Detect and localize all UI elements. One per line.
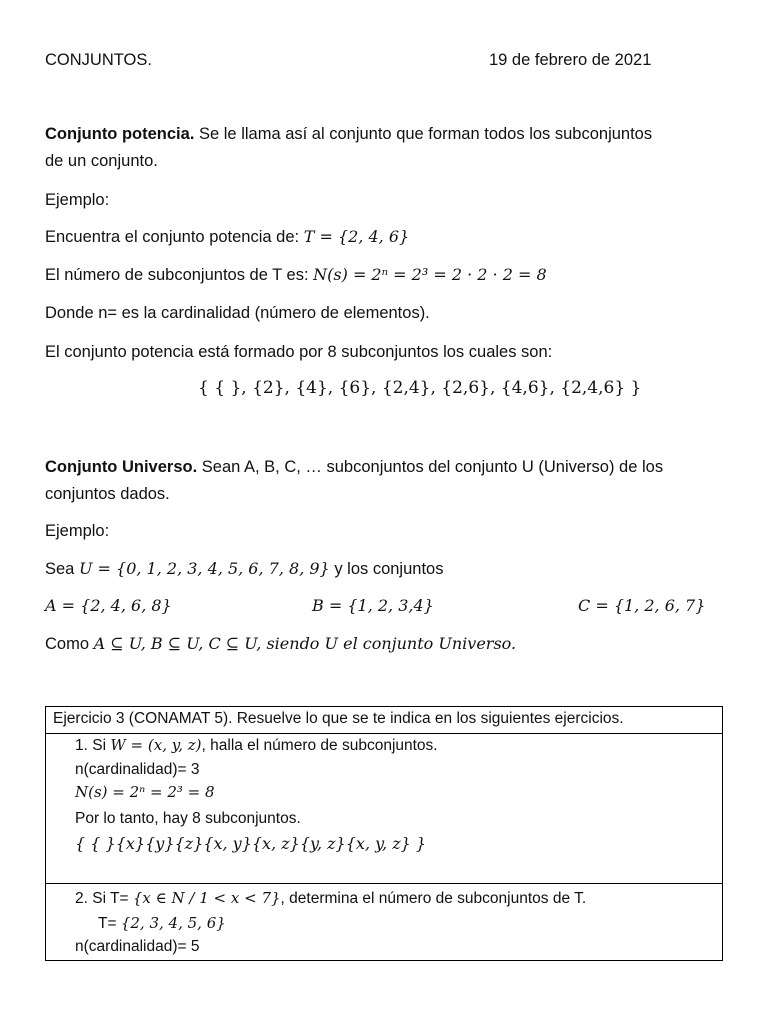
universo-como-prefix: Como [45,635,90,653]
potencia-where-line: Donde n= es la cardinalidad (número de elementos). [45,304,430,322]
potencia-formed-line: El conjunto potencia está formado por 8 subconjuntos los cuales son: [45,343,553,361]
potencia-example-label: Ejemplo: [45,191,110,209]
exercise-item1-number: 1. [75,737,88,754]
exercise-item1-formula: N(s) = 2ⁿ = 2³ = 8 [75,783,215,801]
potencia-definition-text: Se le llama así al conjunto que forman todos los subconjuntos [199,125,653,143]
universo-como-line [45,633,516,655]
potencia-count-line [45,264,547,286]
universo-example-label: Ejemplo: [45,522,110,540]
document-title: CONJUNTOS. [45,51,152,69]
power-set-listing: { { }, {2}, {4}, {6}, {2,4}, {2,6}, {4,6}, {2,4,6} } [198,378,642,398]
universo-heading: Conjunto Universo. [45,458,198,476]
exercise-item2-cardinality: n(cardinalidad)= 5 [75,938,200,955]
table-divider-item [46,883,722,884]
potencia-heading: Conjunto potencia. [45,125,195,143]
exercise-item1-subsets: { { }{x}{y}{z}{x, y}{x, z}{y, z}{x, y, z} } [75,834,427,853]
set-a: A = {2, 4, 6, 8} [45,596,172,615]
potencia-count-math: N(s) = 2ⁿ = 2³ = 2 · 2 · 2 = 8 [313,265,547,284]
potencia-find-text: Encuentra el conjunto potencia de: [45,228,300,246]
exercise-table [45,706,723,961]
universo-definition-line1 [45,456,663,478]
universo-definition-line2: conjuntos dados. [45,485,170,503]
exercise-item2-number: 2. [75,890,88,907]
exercise-item2-prefix: Si T= [92,890,129,907]
set-c: C = {1, 2, 6, 7} [578,596,706,615]
exercise-item2-suffix: , determina el número de subconjuntos de T. [280,890,587,907]
exercise-item1-suffix: , halla el número de subconjuntos. [201,737,438,754]
potencia-find-line [45,226,409,248]
exercise-item1-prefix: Si [92,737,107,754]
exercise-header: Ejercicio 3 (CONAMAT 5). Resuelve lo que se te indica en los siguientes ejercicios. [53,710,624,727]
potencia-find-math: T = {2, 4, 6} [303,227,410,246]
potencia-definition-line1 [45,123,652,145]
universo-sea-suffix: y los conjuntos [334,560,444,578]
potencia-count-text: El número de subconjuntos de T es: [45,266,309,284]
potencia-definition-line2: de un conjunto. [45,152,158,170]
universo-sea-prefix: Sea [45,560,75,578]
universo-como-math: A ⊆ U, B ⊆ U, C ⊆ U, siendo U el conjunto Universo. [93,634,517,653]
exercise-item1-math: W = (x, y, z) [110,736,202,754]
universo-sea-line [45,558,443,580]
exercise-item2-set-prefix: T= [98,915,117,932]
exercise-item1-line1 [75,734,438,757]
set-b: B = {1, 2, 3,4} [312,596,434,615]
exercise-item2-math: {x ∈ N / 1 < x < 7} [132,889,281,907]
universo-definition-text: Sean A, B, C, … subconjuntos del conjunto U (Universo) de los [201,458,664,476]
document-date: 19 de febrero de 2021 [489,51,652,69]
universo-u-math: U = {0, 1, 2, 3, 4, 5, 6, 7, 8, 9} [78,559,330,578]
exercise-item1-conclusion: Por lo tanto, hay 8 subconjuntos. [75,810,301,827]
exercise-item2-set-math: {2, 3, 4, 5, 6} [120,914,226,932]
exercise-item1-cardinality: n(cardinalidad)= 3 [75,761,200,778]
exercise-item2-set-line [98,912,226,935]
exercise-item2-line1 [75,887,586,910]
